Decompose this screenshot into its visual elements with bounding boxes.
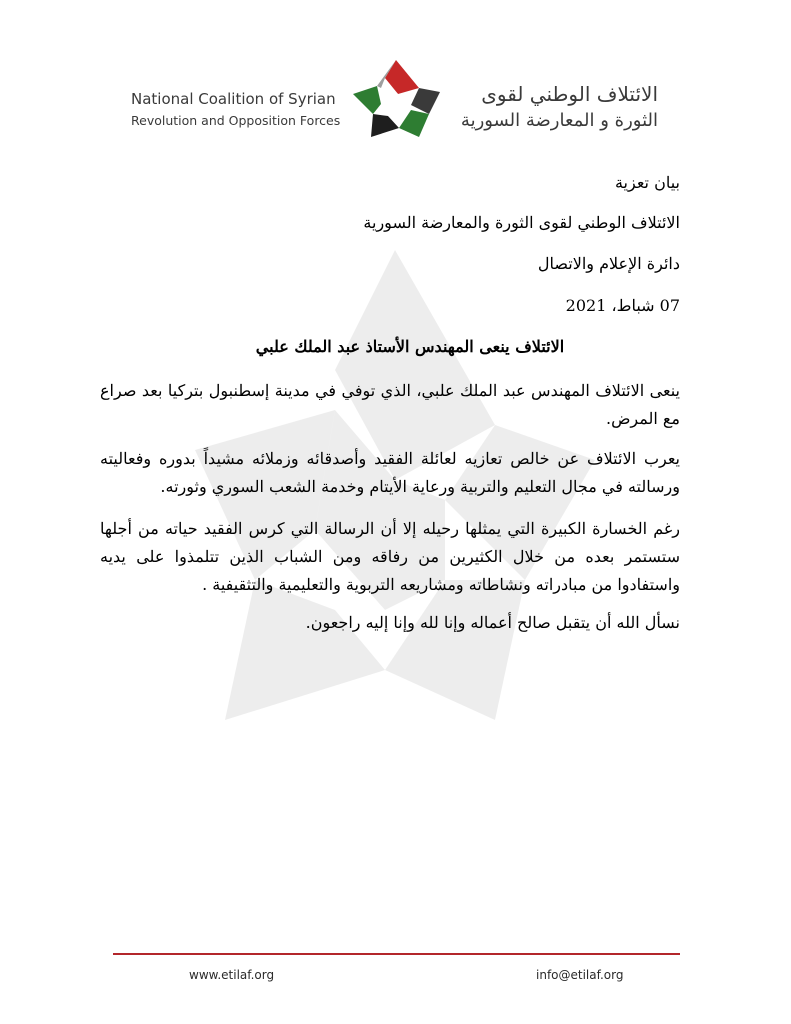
arabic-name-line2: الثورة و المعارضة السورية <box>460 110 658 131</box>
department-name: دائرة الإعلام والاتصال <box>537 254 680 273</box>
statement-title: الائتلاف ينعى المهندس الأستاذ عبد الملك علبي <box>255 337 565 356</box>
issuer-name: الائتلاف الوطني لقوى الثورة والمعارضة السورية <box>363 213 680 232</box>
coalition-star-logo <box>351 58 441 138</box>
header-arabic-name <box>461 80 658 134</box>
english-name-line2: Revolution and Opposition Forces <box>131 113 341 128</box>
footer-website: www.etilaf.org <box>189 968 275 982</box>
arabic-name-line1: الائتلاف الوطني لقوى <box>481 82 658 106</box>
english-name-line1: National Coalition of Syrian <box>131 90 336 108</box>
statement-date: 07 شباط، 2021 <box>565 296 680 315</box>
statement-type: بيان تعزية <box>614 173 680 192</box>
footer-email: info@etilaf.org <box>536 968 624 982</box>
footer-divider <box>113 953 680 955</box>
paragraph-2: يعرب الائتلاف عن خالص تعازيه لعائلة الفقيد وأصدقائه وزملائه مشيداً بدوره وفعاليته ورسالته في مجال التعليم والتربية ورعاية الأيتام وخدمة الشعب السوري وثورته. <box>100 449 680 496</box>
document-body <box>100 172 680 637</box>
paragraph-1: ينعى الائتلاف المهندس عبد الملك علبي، الذي توفي في مدينة إسطنبول بتركيا بعد صراع مع المرض. <box>100 381 680 428</box>
paragraph-3: رغم الخسارة الكبيرة التي يمثلها رحيله إلا أن الرسالة التي كرس الفقيد حياته من أجلها ستستمر بعده من خلال الكثيرين من رفاقه ومن الشباب الذين تتلمذوا على يديه واستفادوا من مبادراته ونشاطاته ومشاريعه التربوية والتعليمية والتثقيفية . <box>100 519 681 594</box>
paragraph-4: نسأل الله أن يتقبل صالح أعماله وإنا لله وإنا إليه راجعون. <box>305 613 680 632</box>
header-english-name <box>131 88 340 131</box>
